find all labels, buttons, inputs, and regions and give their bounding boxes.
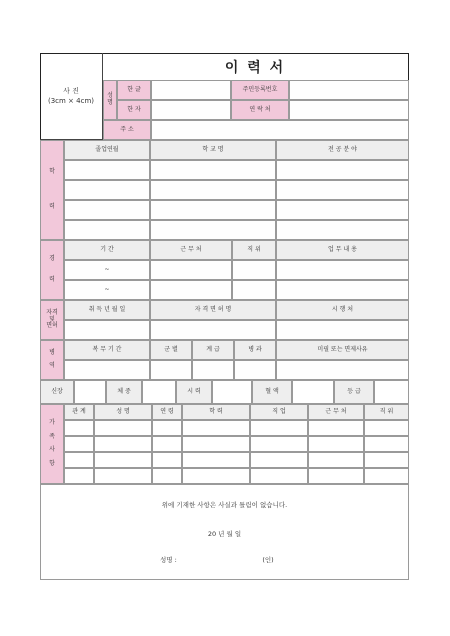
family-section-label: 가 족 사 항 [40,404,64,484]
family-header-age: 연 령 [152,404,182,420]
education-school-cell[interactable] [150,220,276,240]
license-date-cell[interactable] [64,320,150,340]
career-section-label: 경 력 [40,240,64,300]
photo-box[interactable] [40,53,103,140]
military-branch-cell[interactable] [150,360,192,380]
military-header-period: 복 무 기 간 [64,340,150,360]
id-number-field[interactable] [289,80,409,100]
seal-mark[interactable]: (인) [262,556,274,564]
education-major-cell[interactable] [276,220,409,240]
military-header-rank: 계 급 [192,340,234,360]
career-position-cell[interactable] [232,260,276,280]
education-section-label: 학 력 [40,140,64,240]
career-position-cell[interactable] [232,280,276,300]
family-age-cell[interactable] [152,436,182,452]
family-occupation-cell[interactable] [250,452,308,468]
name-hanja-field[interactable] [151,100,231,120]
id-number-label: 주민등록번호 [231,80,289,100]
name-korean-field[interactable] [151,80,231,100]
family-header-education: 학 력 [182,404,250,420]
career-duties-cell[interactable] [276,260,409,280]
contact-field[interactable] [289,100,409,120]
photo-label: 사 진 [63,86,79,95]
height-field[interactable] [74,380,106,404]
education-header-date: 졸업연월 [64,140,150,160]
education-date-cell[interactable] [64,220,150,240]
career-header-position: 직 위 [232,240,276,260]
education-school-cell[interactable] [150,200,276,220]
weight-label: 체 중 [106,380,142,404]
family-occupation-cell[interactable] [250,468,308,484]
family-name-cell[interactable] [94,452,152,468]
photo-size: (3cm × 4cm) [47,97,95,105]
career-duties-cell[interactable] [276,280,409,300]
family-workplace-cell[interactable] [308,436,364,452]
vision-field[interactable] [212,380,252,404]
career-period-cell[interactable]: ~ [64,260,150,280]
education-date-cell[interactable] [64,200,150,220]
license-issuer-cell[interactable] [276,320,409,340]
education-major-cell[interactable] [276,160,409,180]
height-label: 신장 [40,380,74,404]
family-age-cell[interactable] [152,452,182,468]
family-relation-cell[interactable] [64,420,94,436]
education-school-cell[interactable] [150,160,276,180]
career-header-duties: 업 무 내 용 [276,240,409,260]
contact-label: 연 락 처 [231,100,289,120]
career-period-cell[interactable]: ~ [64,280,150,300]
education-major-cell[interactable] [276,180,409,200]
address-field[interactable] [151,120,409,140]
family-position-cell[interactable] [364,452,409,468]
name-hanja-label: 한 자 [117,100,151,120]
education-major-cell[interactable] [276,200,409,220]
weight-field[interactable] [142,380,176,404]
family-education-cell[interactable] [182,436,250,452]
career-workplace-cell[interactable] [150,260,232,280]
career-header-period: 기 간 [64,240,150,260]
family-workplace-cell[interactable] [308,420,364,436]
license-header-name: 자 격 면 허 명 [150,300,276,320]
family-education-cell[interactable] [182,452,250,468]
career-workplace-cell[interactable] [150,280,232,300]
family-age-cell[interactable] [152,420,182,436]
family-name-cell[interactable] [94,468,152,484]
vision-label: 시 력 [176,380,212,404]
family-occupation-cell[interactable] [250,420,308,436]
license-header-issuer: 시 행 처 [276,300,409,320]
family-age-cell[interactable] [152,468,182,484]
family-education-cell[interactable] [182,468,250,484]
family-position-cell[interactable] [364,420,409,436]
family-position-cell[interactable] [364,468,409,484]
family-header-relation: 관 계 [64,404,94,420]
family-workplace-cell[interactable] [308,468,364,484]
military-header-branch: 군 별 [150,340,192,360]
family-occupation-cell[interactable] [250,436,308,452]
family-header-workplace: 근 무 처 [308,404,364,420]
education-date-cell[interactable] [64,160,150,180]
family-name-cell[interactable] [94,436,152,452]
blood-type-label: 혈 액 [252,380,292,404]
family-header-name: 성 명 [94,404,152,420]
grade-label: 등 급 [334,380,374,404]
family-relation-cell[interactable] [64,452,94,468]
military-section-label: 병 역 [40,340,64,380]
education-school-cell[interactable] [150,180,276,200]
career-header-workplace: 근 무 처 [150,240,232,260]
blood-type-field[interactable] [292,380,334,404]
military-rank-cell[interactable] [192,360,234,380]
license-name-cell[interactable] [150,320,276,340]
address-label: 주 소 [103,120,151,140]
family-header-position: 직 위 [364,404,409,420]
military-exemption-cell[interactable] [276,360,409,380]
education-header-school: 학 교 명 [150,140,276,160]
license-section-label: 자격 및 면허 [40,300,64,340]
family-relation-cell[interactable] [64,468,94,484]
education-date-cell[interactable] [64,180,150,200]
military-specialty-cell[interactable] [234,360,276,380]
family-relation-cell[interactable] [64,436,94,452]
family-education-cell[interactable] [182,420,250,436]
military-header-exemption: 미필 또는 면제사유 [276,340,409,360]
license-header-date: 취 득 년 월 일 [64,300,150,320]
grade-field[interactable] [374,380,409,404]
signature-label: 성명 : [160,556,177,564]
declaration-text: 위에 기재한 사항은 사실과 틀림이 없습니다. [161,501,288,509]
date-line[interactable]: 20 년 월 일 [207,530,242,538]
name-group-label: 성 명 [103,80,117,120]
education-header-major: 전 공 분 야 [276,140,409,160]
military-header-specialty: 병 과 [234,340,276,360]
page-title: 이 력 서 [224,60,286,76]
family-position-cell[interactable] [364,436,409,452]
family-workplace-cell[interactable] [308,452,364,468]
name-korean-label: 한 글 [117,80,151,100]
military-period-cell[interactable] [64,360,150,380]
family-name-cell[interactable] [94,420,152,436]
family-header-occupation: 직 업 [250,404,308,420]
